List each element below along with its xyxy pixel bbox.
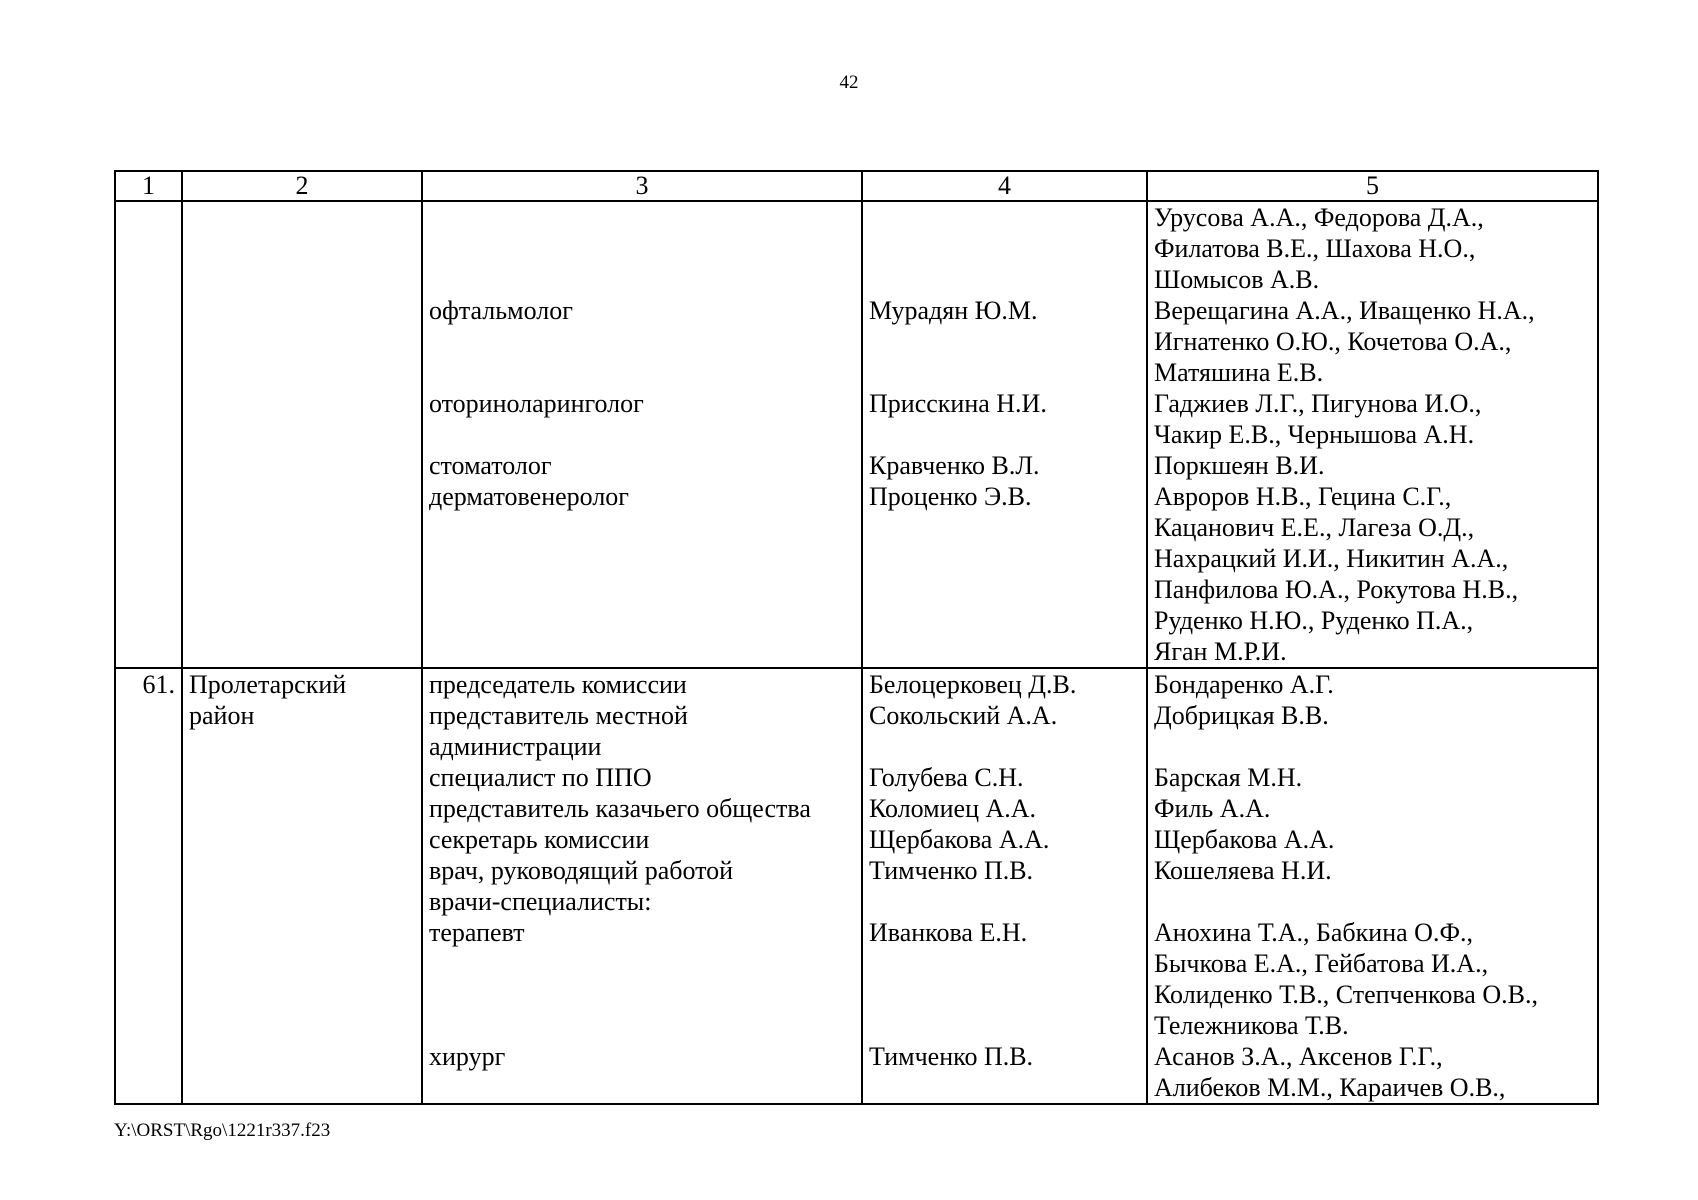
cell-line: Голубева С.Н. [869,763,1024,792]
cell-line: администрации [429,732,602,761]
head-cell [862,668,1147,1104]
cell-line [869,326,1140,357]
cell-line: Щербакова А.А. [1154,825,1335,854]
row-number-cell [115,668,182,1104]
cell-line: дерматовенеролог [429,482,629,511]
cell-line [1154,731,1591,762]
cell-line: терапевт [429,918,525,947]
cell-line: Филатова В.Е., Шахова Н.О., [1154,234,1476,263]
cell-line [429,1010,855,1041]
header-col-5: 5 [1147,171,1598,201]
header-col-3: 3 [422,171,862,201]
cell-line: Филь А.А. [1154,794,1271,823]
cell-line: Тележникова Т.В. [1154,1011,1349,1040]
cell-line [869,264,1140,295]
cell-line: Матяшина Е.В. [1154,358,1324,387]
cell-line [869,979,1140,1010]
cell-line: Пролетарский [189,670,347,699]
cell-line: Асанов З.А., Аксенов Г.Г., [1154,1042,1443,1071]
cell-line [869,636,1140,667]
cell-line: председатель комиссии [429,670,687,699]
cell-line: представитель местной [429,701,688,730]
cell-line: Анохина Т.А., Бабкина О.Ф., [1154,918,1473,947]
cell-line: оториноларинголог [429,389,644,418]
cell-line: Игнатенко О.Ю., Кочетова О.А., [1154,327,1512,356]
cell-line: хирург [429,1042,506,1071]
cell-line: Тимченко П.В. [869,856,1034,885]
cell-line: представитель казачьего общества [429,794,811,823]
cell-line [869,731,1140,762]
cell-line: Щербакова А.А. [869,825,1050,854]
cell-line [869,1072,1140,1103]
role-cell [422,201,862,668]
cell-line [429,605,855,636]
cell-line: Проценко Э.В. [869,482,1032,511]
cell-line: секретарь комиссии [429,825,650,854]
cell-line: Шомысов А.В. [1154,265,1320,294]
cell-line [429,543,855,574]
cell-line: Кацанович Е.Е., Лагеза О.Д., [1154,513,1475,542]
role-cell [422,668,862,1104]
district-cell [182,668,422,1104]
cell-line: Бондаренко А.Г. [1154,670,1334,699]
cell-line: Поркшеян В.И. [1154,451,1325,480]
cell-line: Руденко Н.Ю., Руденко П.А., [1154,606,1474,635]
cell-line: Присскина Н.И. [869,389,1047,418]
row-number-cell [115,201,182,668]
cell-line: Гаджиев Л.Г., Пигунова И.О., [1154,389,1482,418]
header-col-1: 1 [115,171,182,201]
cell-line [429,948,855,979]
cell-line [869,605,1140,636]
cell-line [869,357,1140,388]
cell-line [429,202,855,233]
cell-line [869,233,1140,264]
cell-line [429,574,855,605]
cell-line: Добрицкая В.В. [1154,701,1329,730]
table-header-row [115,171,1598,201]
cell-line: Сокольский А.А. [869,701,1058,730]
cell-line [429,512,855,543]
table-row [115,201,1598,668]
cell-line: Верещагина А.А., Иващенко Н.А., [1154,296,1535,325]
cell-line: Нахрацкий И.И., Никитин А.А., [1154,544,1509,573]
members-cell [1147,668,1598,1104]
cell-line: Колиденко Т.В., Степченкова О.В., [1154,980,1538,1009]
cell-line [869,574,1140,605]
cell-line [869,1010,1140,1041]
cell-line: врачи-специалисты: [429,887,652,916]
cell-line: стоматолог [429,451,552,480]
commission-table [114,170,1599,1105]
file-path-footer: Y:\ORST\Rgo\1221r337.f23 [114,1120,331,1141]
cell-line: врач, руководящий работой [429,856,734,885]
cell-line [869,512,1140,543]
cell-line: Авроров Н.В., Гецина С.Г., [1154,482,1452,511]
cell-line [429,419,855,450]
page-number: 42 [839,72,859,93]
header-col-2: 2 [182,171,422,201]
cell-line: Кравченко В.Л. [869,451,1040,480]
cell-line [429,357,855,388]
cell-line: Кошеляева Н.И. [1154,856,1332,885]
cell-line [869,948,1140,979]
cell-line: Бычкова Е.А., Гейбатова И.А., [1154,949,1489,978]
table-row [115,668,1598,1104]
cell-line [869,543,1140,574]
cell-line [869,202,1140,233]
cell-line [869,886,1140,917]
cell-line: Чакир Е.В., Чернышова А.Н. [1154,420,1475,449]
cell-line [429,979,855,1010]
cell-line [429,636,855,667]
cell-line: Панфилова Ю.А., Рокутова Н.В., [1154,575,1519,604]
cell-line: Барская М.Н. [1154,763,1303,792]
cell-line: район [189,701,255,730]
cell-line: Коломиец А.А. [869,794,1037,823]
head-cell [862,201,1147,668]
row-number: 61. [142,670,175,699]
cell-line [429,233,855,264]
cell-line: специалист по ППО [429,763,652,792]
cell-line [429,326,855,357]
cell-line: офтальмолог [429,296,573,325]
header-col-4: 4 [862,171,1147,201]
cell-line [1154,886,1591,917]
cell-line: Иванкова Е.Н. [869,918,1028,947]
cell-line: Белоцерковец Д.В. [869,670,1077,699]
cell-line: Тимченко П.В. [869,1042,1034,1071]
cell-line: Яган М.Р.И. [1154,637,1287,666]
district-cell [182,201,422,668]
cell-line: Урусова А.А., Федорова Д.А., [1154,203,1484,232]
cell-line: Мурадян Ю.М. [869,296,1038,325]
cell-line: Алибеков М.М., Караичев О.В., [1154,1073,1506,1102]
cell-line [429,264,855,295]
members-cell [1147,201,1598,668]
cell-line [429,1072,855,1103]
cell-line [869,419,1140,450]
